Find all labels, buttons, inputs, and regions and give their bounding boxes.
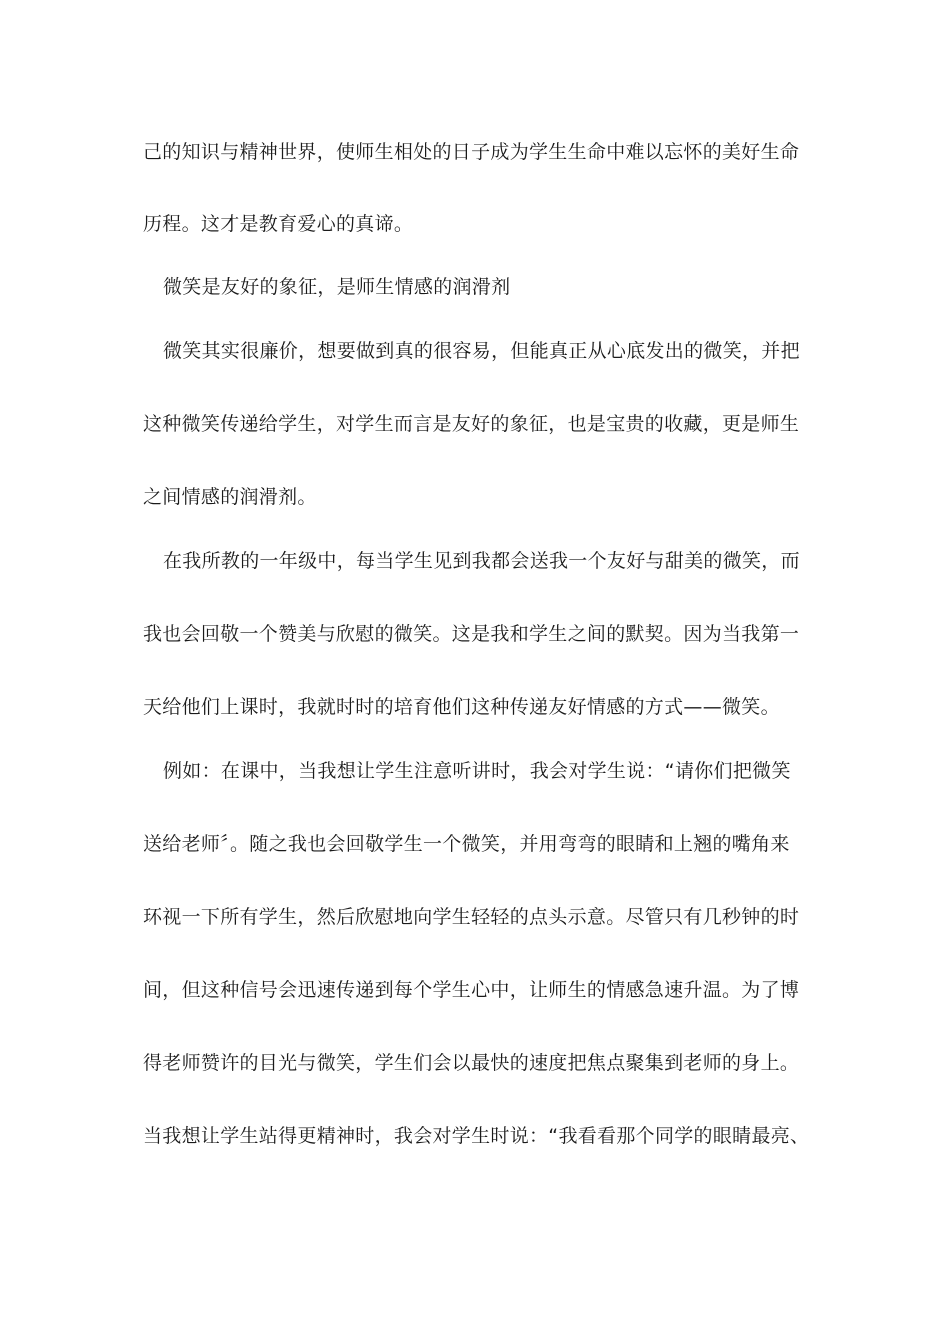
text-line-14: 得老师赞许的目光与微笑，学生们会以最快的速度把焦点聚集到老师的身上。 [143, 1052, 800, 1074]
text-line-2: 历程。这才是教育爱心的真谛。 [143, 213, 414, 235]
text-line-5: 这种微笑传递给学生，对学生而言是友好的象征，也是宝贵的收藏，更是师生 [143, 413, 800, 435]
text-line-13: 间，但这种信号会迅速传递到每个学生心中，让师生的情感急速升温。为了博 [143, 979, 800, 1001]
text-line-9: 天给他们上课时，我就时时的培育他们这种传递友好情感的方式——微笑。 [143, 696, 780, 718]
section-heading: 微笑是友好的象征，是师生情感的润滑剂 [163, 276, 511, 298]
text-line-6: 之间情感的润滑剂。 [143, 486, 317, 508]
text-line-12: 环视一下所有学生，然后欣慰地向学生轻轻的点头示意。尽管只有几秒钟的时 [143, 906, 800, 928]
text-line-4: 微笑其实很廉价，想要做到真的很容易，但能真正从心底发出的微笑，并把 [163, 340, 800, 362]
text-line-1: 己的知识与精神世界，使师生相处的日子成为学生生命中难以忘怀的美好生命 [143, 141, 800, 163]
text-line-8: 我也会回敬一个赞美与欣慰的微笑。这是我和学生之间的默契。因为当我第一 [143, 623, 800, 645]
text-line-15: 当我想让学生站得更精神时，我会对学生时说：“我看看那个同学的眼睛最亮、 [143, 1125, 810, 1147]
text-line-10: 例如：在课中，当我想让学生注意听讲时，我会对学生说：“请你们把微笑 [163, 760, 791, 782]
text-line-7: 在我所教的一年级中，每当学生见到我都会送我一个友好与甜美的微笑，而 [163, 550, 800, 572]
text-line-11: 送给老师〞。随之我也会回敬学生一个微笑，并用弯弯的眼睛和上翘的嘴角来 [143, 833, 790, 855]
